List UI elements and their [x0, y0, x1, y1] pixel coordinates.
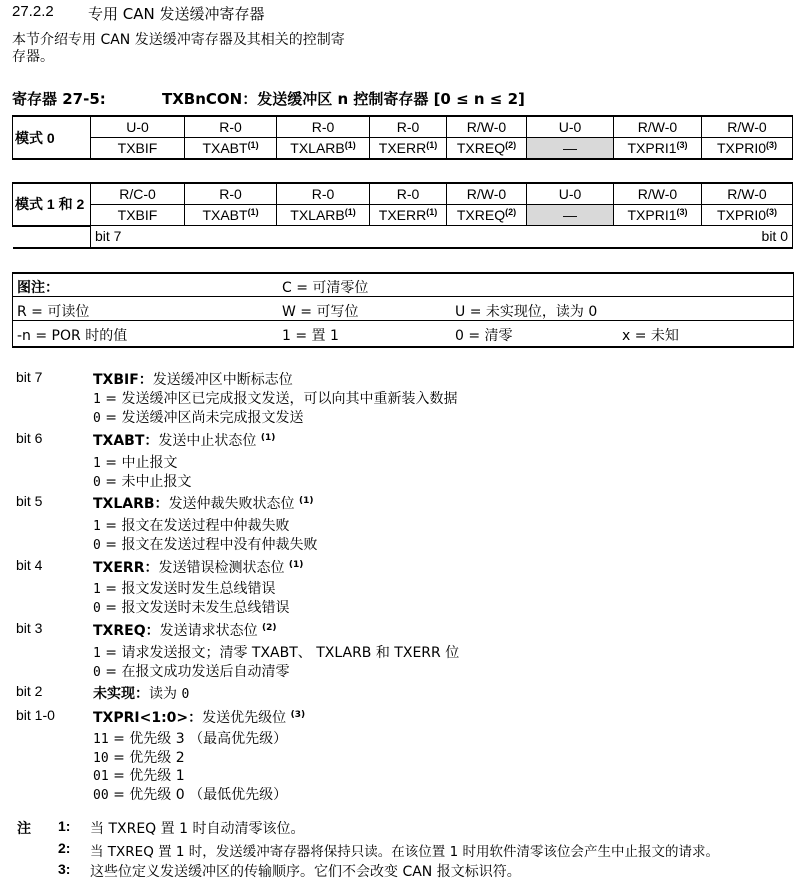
mode0-access-bit7: U-0	[91, 116, 185, 138]
mode0-access-bit5: R-0	[277, 116, 370, 138]
bit4-label: bit 4	[16, 557, 43, 573]
mode12-bit2: —	[527, 205, 614, 226]
bit7-value-1: 1 = 发送缓冲区已完成报文发送，可以向其中重新装入数据	[93, 391, 458, 407]
mode12-bit6: TXABT$^{(1)}$	[185, 205, 277, 226]
mode12-bit0: TXPRI0$^{(3)}$	[702, 205, 793, 226]
mode0-access-bit6: R-0	[185, 116, 277, 138]
legend-x: x = 未知	[622, 328, 679, 344]
register-table-mode0	[12, 115, 793, 160]
register-label: 寄存器 27-5:	[12, 90, 106, 108]
mode0-access-bit1: R/W-0	[614, 116, 702, 138]
note1-text: 当 TXREQ 置 1 时自动清零该位。	[90, 821, 305, 837]
mode0-access-bit0: R/W-0	[702, 116, 793, 138]
bit6-heading: TXABT：发送中止状态位 $^{(1)}$	[93, 433, 276, 449]
bit3-value-1: 1 = 请求发送报文；清零 TXABT、 TXLARB 和 TXERR 位	[93, 645, 460, 661]
mode12-bit5: TXLARB$^{(1)}$	[277, 205, 370, 226]
mode12-bit7: TXBIF	[91, 205, 185, 226]
mode0-bit5: TXLARB$^{(1)}$	[277, 138, 370, 160]
bit-low-label: bit 0	[761, 228, 788, 245]
bit3-label: bit 3	[16, 620, 43, 636]
bit-high-label: bit 7	[95, 228, 122, 245]
mode0-access-bit4: R-0	[370, 116, 447, 138]
bit10-heading: TXPRI<1:0>：发送优先级位 $^{(3)}$	[93, 710, 306, 726]
note3-number: 3:	[58, 861, 71, 877]
note2-number: 2:	[58, 840, 71, 856]
mode12-access-bit3: R/W-0	[447, 183, 527, 205]
mode12-access-bit1: R/W-0	[614, 183, 702, 205]
bit7-heading: TXBIF：发送缓冲区中断标志位	[93, 372, 293, 388]
bit10-value-01: 01 = 优先级 1	[93, 768, 185, 784]
bit10-value-10: 10 = 优先级 2	[93, 750, 185, 766]
mode12-access-bit2: U-0	[527, 183, 614, 205]
legend-n: -n = POR 时的值	[17, 328, 128, 344]
mode12-access-bit7: R/C-0	[91, 183, 185, 205]
mode12-access-bit0: R/W-0	[702, 183, 793, 205]
note1-number: 1:	[58, 818, 71, 834]
mode0-label: 模式 0	[13, 116, 91, 159]
mode0-bit4: TXERR$^{(1)}$	[370, 138, 447, 160]
mode0-bit1: TXPRI1$^{(3)}$	[614, 138, 702, 160]
bit6-value-0: 0 = 未中止报文	[93, 474, 192, 490]
legend-zero: 0 = 清零	[455, 328, 513, 344]
notes-label: 注	[17, 821, 31, 837]
mode12-label: 模式 1 和 2	[13, 183, 91, 226]
note3-text: 这些位定义发送缓冲区的传输顺序。它们不会改变 CAN 报文标识符。	[90, 864, 521, 880]
bit6-label: bit 6	[16, 430, 43, 446]
legend-r: R = 可读位	[17, 304, 90, 320]
section-intro-line1: 本节介绍专用 CAN 发送缓冲寄存器及其相关的控制寄	[12, 32, 345, 48]
bit3-heading: TXREQ：发送请求状态位 $^{(2)}$	[93, 623, 277, 639]
bit7-label: bit 7	[16, 369, 43, 385]
legend-c: C = 可清零位	[282, 280, 369, 296]
mode0-bit6: TXABT$^{(1)}$	[185, 138, 277, 160]
mode12-access-bit6: R-0	[185, 183, 277, 205]
note2-text: 当 TXREQ 置 1 时，发送缓冲寄存器将保持只读。在该位置 1 时用软件清零该位会产生中止报文的请求。	[90, 844, 719, 860]
bit5-value-1: 1 = 报文在发送过程中仲裁失败	[93, 518, 290, 534]
mode0-bit0: TXPRI0$^{(3)}$	[702, 138, 793, 160]
bit5-heading: TXLARB：发送仲裁失败状态位 $^{(1)}$	[93, 496, 314, 512]
bit6-value-1: 1 = 中止报文	[93, 455, 178, 471]
bit5-label: bit 5	[16, 493, 43, 509]
bit4-heading: TXERR：发送错误检测状态位 $^{(1)}$	[93, 560, 304, 576]
bit10-label: bit 1-0	[16, 707, 55, 723]
mode0-access-bit3: R/W-0	[447, 116, 527, 138]
section-number: 27.2.2	[12, 3, 54, 20]
bit7-value-0: 0 = 发送缓冲区尚未完成报文发送	[93, 410, 304, 426]
bit3-value-0: 0 = 在报文成功发送后自动清零	[93, 664, 290, 680]
mode12-bit4: TXERR$^{(1)}$	[370, 205, 447, 226]
mode12-bit1: TXPRI1$^{(3)}$	[614, 205, 702, 226]
section-intro-line2: 存器。	[12, 49, 54, 65]
bit5-value-0: 0 = 报文在发送过程中没有仲裁失败	[93, 537, 318, 553]
bit2-label: bit 2	[16, 683, 43, 699]
mode0-bit2: —	[527, 138, 614, 160]
mode0-bit3: TXREQ$^{(2)}$	[447, 138, 527, 160]
register-title: TXBnCON：发送缓冲区 n 控制寄存器 [0 ≤ n ≤ 2]	[162, 90, 525, 108]
bit-range-row	[91, 226, 793, 248]
legend-one: 1 = 置 1	[282, 328, 339, 344]
mode12-bit3: TXREQ$^{(2)}$	[447, 205, 527, 226]
mode12-access-bit4: R-0	[370, 183, 447, 205]
legend-u: U = 未实现位，读为 0	[455, 304, 598, 320]
legend-w: W = 可写位	[282, 304, 359, 320]
mode0-bit7: TXBIF	[91, 138, 185, 160]
bit4-value-1: 1 = 报文发送时发生总线错误	[93, 581, 276, 597]
bit10-value-11: 11 = 优先级 3 （最高优先级）	[93, 731, 288, 747]
bit10-value-00: 00 = 优先级 0 （最低优先级）	[93, 787, 288, 803]
register-table-mode12	[12, 182, 793, 249]
bit2-heading: 未实现：读为 0	[93, 686, 190, 702]
mode0-access-bit2: U-0	[527, 116, 614, 138]
bit4-value-0: 0 = 报文发送时未发生总线错误	[93, 600, 290, 616]
legend-title: 图注：	[17, 280, 59, 296]
mode12-access-bit5: R-0	[277, 183, 370, 205]
section-title: 专用 CAN 发送缓冲寄存器	[88, 5, 265, 23]
